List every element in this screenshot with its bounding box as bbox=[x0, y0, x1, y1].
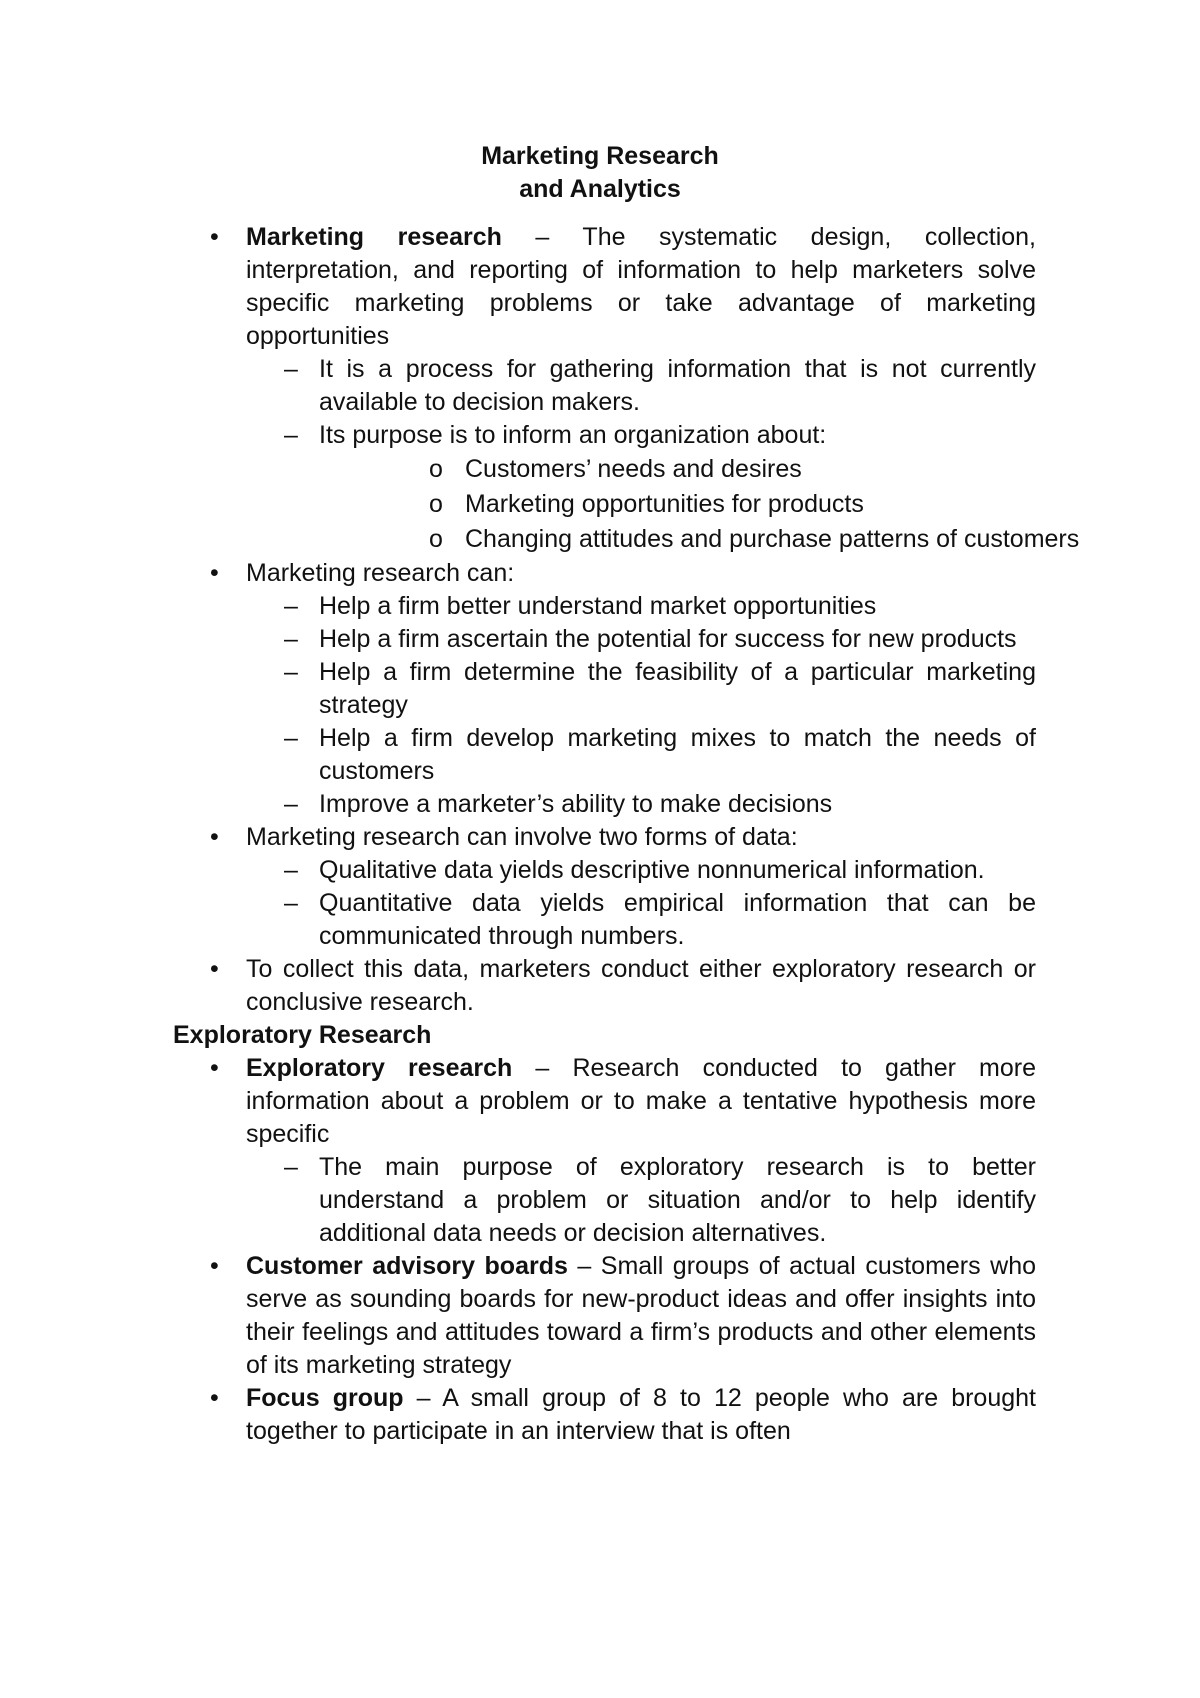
definition-exploratory-research: Research conducted to gather more information about a problem or to make a tentative hypothesis more specific bbox=[246, 1054, 1037, 1148]
sub-sub-list-item bbox=[429, 452, 1109, 487]
term-marketing-research: Marketing research bbox=[246, 223, 502, 251]
list-item-exploratory-research bbox=[210, 1052, 1037, 1250]
dash-marker: – bbox=[284, 790, 298, 818]
term-focus-group: Focus group bbox=[246, 1384, 404, 1412]
list-item-marketing-research bbox=[210, 221, 1080, 557]
sub-list-item bbox=[284, 353, 1036, 419]
sub-item-text: Help a firm better understand market opportunities bbox=[319, 592, 877, 620]
sub-list-item bbox=[284, 722, 1036, 788]
sub-list-item bbox=[284, 887, 1036, 953]
sub-list bbox=[246, 353, 1080, 557]
dash-marker: – bbox=[284, 658, 298, 686]
sub-list-item bbox=[284, 1151, 1036, 1250]
sub-list-item bbox=[284, 788, 1036, 821]
sub-list bbox=[246, 854, 1036, 953]
title-line-1: Marketing Research bbox=[481, 142, 719, 170]
sub-item-text: Help a firm develop marketing mixes to match the needs of customers bbox=[319, 724, 1036, 785]
sub-item-text: Help a firm ascertain the potential for success for new products bbox=[319, 625, 1017, 653]
sub-item-text: It is a process for gathering information that is not currently available to decision makers. bbox=[319, 355, 1036, 416]
sub-sub-list-item bbox=[429, 487, 1109, 522]
bullet-marker: • bbox=[210, 955, 219, 983]
sub-item-text: Help a firm determine the feasibility of a particular marketing strategy bbox=[319, 658, 1036, 719]
dash-marker: – bbox=[284, 856, 298, 884]
dash-marker: – bbox=[284, 889, 298, 917]
sub-list-item bbox=[284, 854, 1036, 887]
bullet-marker: • bbox=[210, 559, 219, 587]
exploratory-bullet-list bbox=[0, 1052, 1200, 1448]
circle-marker: o bbox=[429, 525, 443, 553]
sub-list-item bbox=[284, 623, 1036, 656]
document-content bbox=[0, 140, 1200, 1448]
sub-list bbox=[246, 1151, 1036, 1250]
term-exploratory-research: Exploratory research bbox=[246, 1054, 513, 1082]
list-item-focus-group bbox=[210, 1382, 1036, 1448]
sub-item-text: Improve a marketer’s ability to make decisions bbox=[319, 790, 833, 818]
main-bullet-list bbox=[0, 221, 1200, 1019]
separator: – bbox=[501, 223, 583, 251]
sub-item-text: Qualitative data yields descriptive nonnumerical information. bbox=[319, 856, 985, 884]
dash-marker: – bbox=[284, 592, 298, 620]
item-text: To collect this data, marketers conduct either exploratory research or conclusive research. bbox=[246, 955, 1036, 1016]
list-item-customer-advisory-boards bbox=[210, 1250, 1036, 1382]
sub-list bbox=[246, 590, 1036, 821]
sub-item-text: The main purpose of exploratory research is to better understand a problem or situation and/or to help identify additional data needs or decision alternatives. bbox=[319, 1153, 1036, 1247]
sub-list-item bbox=[284, 419, 1080, 557]
sub-item-text: Its purpose is to inform an organization about: bbox=[319, 421, 827, 449]
sub-sub-item-text: Customers’ needs and desires bbox=[465, 455, 802, 483]
dash-marker: – bbox=[284, 625, 298, 653]
item-text: Marketing research can involve two forms of data: bbox=[246, 823, 798, 851]
circle-marker: o bbox=[429, 455, 443, 483]
list-item-research-can bbox=[210, 557, 1036, 821]
separator: – bbox=[512, 1054, 573, 1082]
list-item-forms-of-data bbox=[210, 821, 1036, 953]
item-text: Marketing research can: bbox=[246, 559, 515, 587]
sub-sub-list bbox=[319, 452, 1080, 557]
dash-marker: – bbox=[284, 421, 298, 449]
circle-marker: o bbox=[429, 490, 443, 518]
definition-marketing-research: The systematic design, collection, interpretation, and reporting of information to help marketers solve specific marketing problems or take advantage of marketing opportunities bbox=[246, 223, 1036, 350]
dash-marker: – bbox=[284, 724, 298, 752]
bullet-marker: • bbox=[210, 1252, 219, 1280]
sub-item-text: Quantitative data yields empirical information that can be communicated through numbers. bbox=[319, 889, 1036, 950]
sub-sub-list-item bbox=[429, 522, 1109, 557]
sub-sub-item-text: Marketing opportunities for products bbox=[465, 490, 864, 518]
sub-list-item bbox=[284, 590, 1036, 623]
title-line-2: and Analytics bbox=[519, 175, 681, 203]
definition-focus-group: A small group of 8 to 12 people who are brought together to participate in an interview that is often bbox=[246, 1384, 1036, 1445]
bullet-marker: • bbox=[210, 1384, 219, 1412]
sub-list-item bbox=[284, 656, 1036, 722]
separator: – bbox=[567, 1252, 601, 1280]
bullet-marker: • bbox=[210, 823, 219, 851]
dash-marker: – bbox=[284, 355, 298, 383]
term-customer-advisory-boards: Customer advisory boards bbox=[246, 1252, 568, 1280]
bullet-marker: • bbox=[210, 1054, 219, 1082]
document-title bbox=[0, 140, 1200, 206]
bullet-marker: • bbox=[210, 223, 219, 251]
sub-sub-item-text: Changing attitudes and purchase patterns of customers bbox=[465, 525, 1080, 553]
section-heading-exploratory-research: Exploratory Research bbox=[173, 1021, 432, 1049]
list-item-collect-data bbox=[210, 953, 1036, 1019]
separator: – bbox=[403, 1384, 443, 1412]
definition-customer-advisory-boards: Small groups of actual customers who serve as sounding boards for new-product ideas and offer insights into their feelings and attitudes toward a firm’s products and other elements of its marketing strategy bbox=[246, 1252, 1036, 1379]
dash-marker: – bbox=[284, 1153, 298, 1181]
